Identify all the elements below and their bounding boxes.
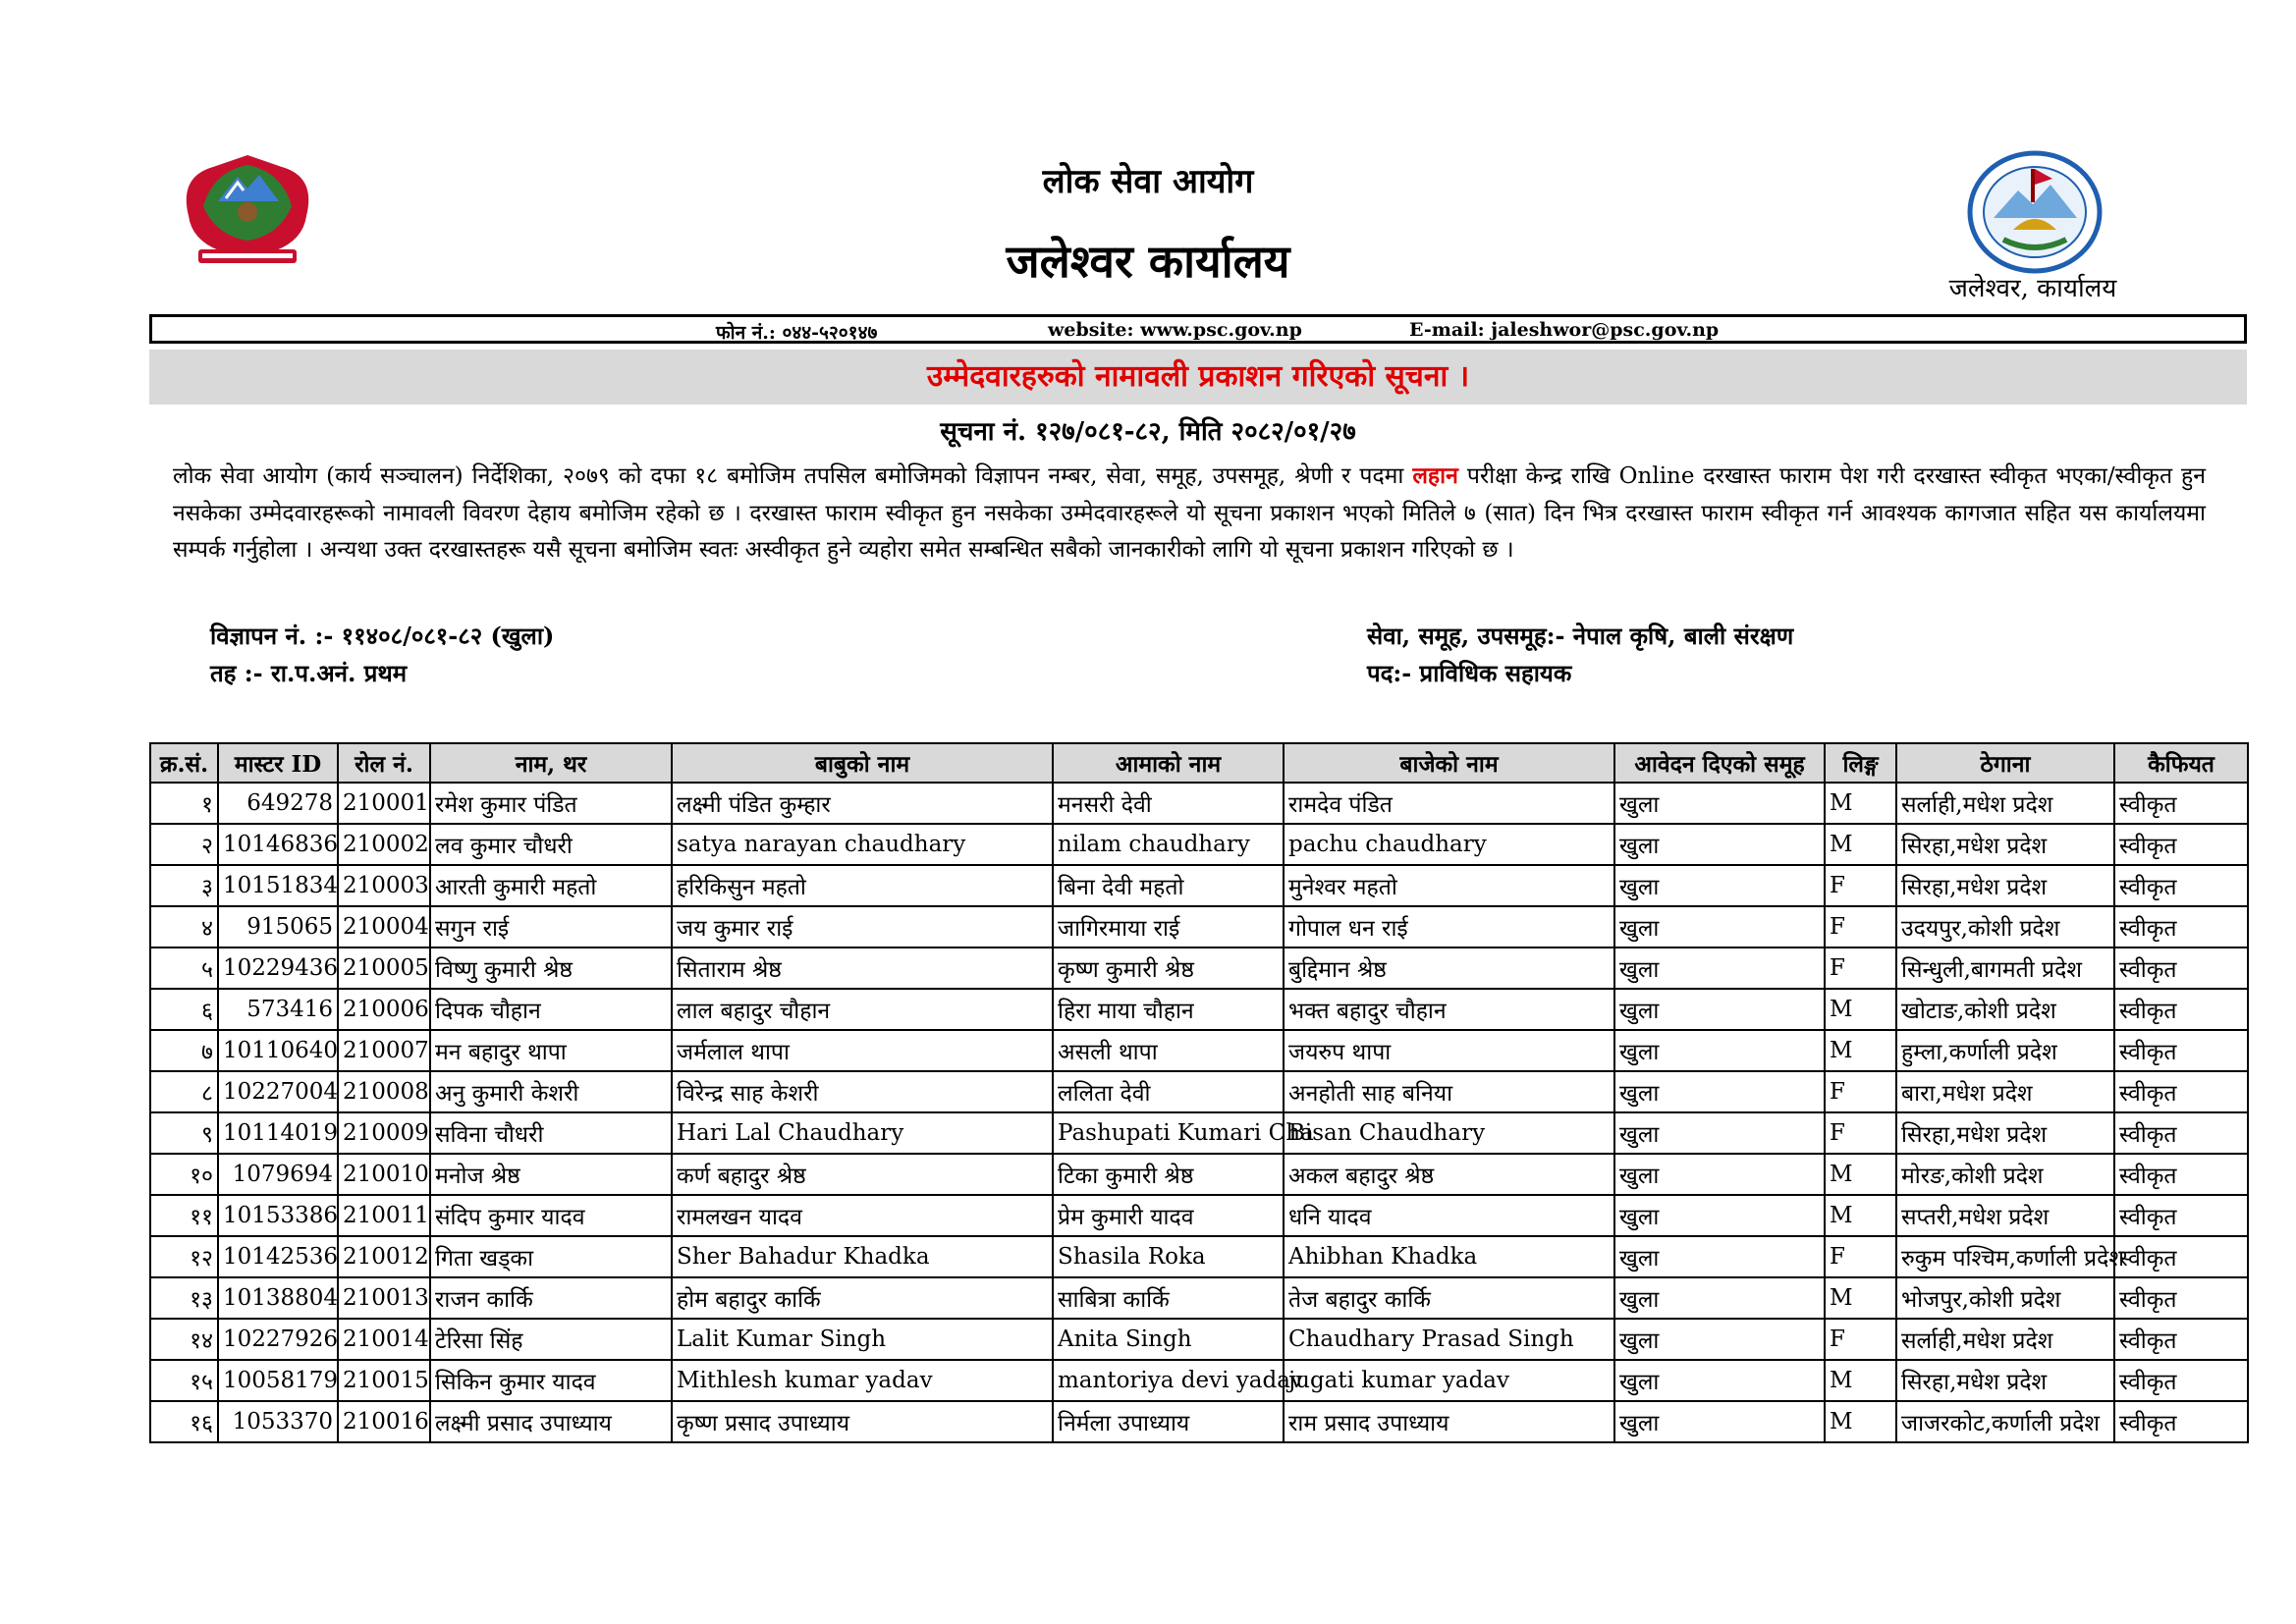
cell-col-master-id: 10114019 (218, 1112, 338, 1154)
cell-col-father-name: हरिकिसुन महतो (672, 865, 1053, 906)
table-row (150, 906, 2248, 947)
right-logo-caption: जलेश्वर, कार्यालय (1948, 274, 2117, 303)
cell-col-address: सर्लाही,मधेश प्रदेश (1896, 1319, 2114, 1360)
cell-col-serial: १ (150, 783, 218, 824)
cell-col-remarks: स्वीकृत (2114, 1319, 2248, 1360)
cell-col-mother-name: निर्मला उपाध्याय (1053, 1401, 1284, 1442)
cell-col-name: अनु कुमारी केशरी (430, 1071, 672, 1112)
cell-col-master-id: 10142536 (218, 1236, 338, 1277)
notice-title: उम्मेदवारहरुको नामावली प्रकाशन गरिएको सूचना । (149, 350, 2247, 405)
cell-col-mother-name: मनसरी देवी (1053, 783, 1284, 824)
cell-col-mother-name: टिका कुमारी श्रेष्ठ (1053, 1154, 1284, 1195)
cell-col-applied-group: खुला (1614, 1195, 1825, 1236)
cell-col-gender: F (1825, 1319, 1896, 1360)
cell-col-grandfather-name: जयरुप थापा (1284, 1030, 1614, 1071)
header-col-name: नाम, थर (430, 743, 672, 783)
cell-col-gender: F (1825, 1112, 1896, 1154)
table-row (150, 1154, 2248, 1195)
cell-col-mother-name: Pashupati Kumari Cha (1053, 1112, 1284, 1154)
cell-col-roll-no: 210012 (338, 1236, 430, 1277)
cell-col-master-id: 10229436 (218, 947, 338, 989)
cell-col-name: रमेश कुमार पंडित (430, 783, 672, 824)
candidate-table (149, 742, 2249, 1443)
cell-col-mother-name: Shasila Roka (1053, 1236, 1284, 1277)
cell-col-father-name: लक्ष्मी पंडित कुम्हार (672, 783, 1053, 824)
cell-col-grandfather-name: राम प्रसाद उपाध्याय (1284, 1401, 1614, 1442)
cell-col-roll-no: 210016 (338, 1401, 430, 1442)
cell-col-roll-no: 210011 (338, 1195, 430, 1236)
cell-col-grandfather-name: बुद्दिमान श्रेष्ठ (1284, 947, 1614, 989)
advertisement-number: विज्ञापन नं. :- ११४०८/०८१-८२ (खुला) (210, 622, 555, 650)
cell-col-name: विष्णु कुमारी श्रेष्ठ (430, 947, 672, 989)
cell-col-grandfather-name: गोपाल धन राई (1284, 906, 1614, 947)
header-col-mother-name: आमाको नाम (1053, 743, 1284, 783)
post-info: पद:- प्राविधिक सहायक (1367, 659, 1572, 687)
cell-col-address: रुकुम पश्चिम,कर्णाली प्रदेश (1896, 1236, 2114, 1277)
header-col-master-id: मास्टर ID (218, 743, 338, 783)
cell-col-grandfather-name: अनहोती साह बनिया (1284, 1071, 1614, 1112)
cell-col-grandfather-name: Chaudhary Prasad Singh (1284, 1319, 1614, 1360)
cell-col-grandfather-name: तेज बहादुर कार्कि (1284, 1277, 1614, 1319)
cell-col-serial: ११ (150, 1195, 218, 1236)
organization-name: लोक सेवा आयोग (1042, 162, 1254, 201)
header-col-applied-group: आवेदन दिएको समूह (1614, 743, 1825, 783)
cell-col-gender: M (1825, 1195, 1896, 1236)
cell-col-name: मनोज श्रेष्ठ (430, 1154, 672, 1195)
cell-col-mother-name: कृष्ण कुमारी श्रेष्ठ (1053, 947, 1284, 989)
table-row (150, 1071, 2248, 1112)
cell-col-gender: M (1825, 1030, 1896, 1071)
cell-col-applied-group: खुला (1614, 1236, 1825, 1277)
table-row (150, 824, 2248, 865)
cell-col-address: सिरहा,मधेश प्रदेश (1896, 1112, 2114, 1154)
phone-text: फोन नं.: ०४४-५२०१४७ (716, 322, 878, 344)
cell-col-remarks: स्वीकृत (2114, 824, 2248, 865)
cell-col-roll-no: 210015 (338, 1360, 430, 1401)
cell-col-roll-no: 210014 (338, 1319, 430, 1360)
cell-col-serial: १३ (150, 1277, 218, 1319)
cell-col-roll-no: 210010 (338, 1154, 430, 1195)
cell-col-remarks: स्वीकृत (2114, 783, 2248, 824)
cell-col-remarks: स्वीकृत (2114, 1277, 2248, 1319)
cell-col-father-name: विरेन्द्र साह केशरी (672, 1071, 1053, 1112)
cell-col-serial: ८ (150, 1071, 218, 1112)
table-row (150, 989, 2248, 1030)
cell-col-gender: M (1825, 1277, 1896, 1319)
cell-col-roll-no: 210007 (338, 1030, 430, 1071)
cell-col-address: सर्लाही,मधेश प्रदेश (1896, 783, 2114, 824)
cell-col-remarks: स्वीकृत (2114, 1401, 2248, 1442)
cell-col-roll-no: 210003 (338, 865, 430, 906)
cell-col-address: भोजपुर,कोशी प्रदेश (1896, 1277, 2114, 1319)
office-name: जलेश्वर कार्यालय (1006, 235, 1290, 288)
cell-col-serial: २ (150, 824, 218, 865)
table-row (150, 1195, 2248, 1236)
cell-col-roll-no: 210004 (338, 906, 430, 947)
table-row (150, 1401, 2248, 1442)
service-group-info: सेवा, समूह, उपसमूह:- नेपाल कृषि, बाली संरक्षण (1367, 622, 1794, 650)
cell-col-grandfather-name: भक्त बहादुर चौहान (1284, 989, 1614, 1030)
cell-col-master-id: 10146836 (218, 824, 338, 865)
cell-col-grandfather-name: धनि यादव (1284, 1195, 1614, 1236)
cell-col-father-name: लाल बहादुर चौहान (672, 989, 1053, 1030)
cell-col-roll-no: 210002 (338, 824, 430, 865)
cell-col-name: सिकिन कुमार यादव (430, 1360, 672, 1401)
cell-col-roll-no: 210013 (338, 1277, 430, 1319)
cell-col-applied-group: खुला (1614, 1154, 1825, 1195)
cell-col-applied-group: खुला (1614, 1360, 1825, 1401)
intro-text-after: परीक्षा केन्द्र राखि Online दरखास्त फाराम पेश गरी दरखास्त स्वीकृत भएका/स्वीकृत हुन नसकेका उम्मेदवारहरूको नामावली विवरण देहाय बमोजिम रहेको छ । दरखास्त फाराम स्वीकृत हुन नसकेका उम्मेदवारहरूले यो सूचना प्रकाशन भएको मितिले ७ (सात) दिन भित्र दरखास्त फाराम स्वीकृत गर्न आवश्यक कागजात सहित यस कार्यालयमा सम्पर्क गर्नुहोला । अन्यथा उक्त दरखास्तहरू यसै सूचना बमोजिम स्वतः अस्वीकृत हुने व्यहोरा समेत सम्बन्धित सबैको जानकारीको लागि यो सूचना प्रकाशन गरिएको छ । (173, 463, 2207, 563)
cell-col-serial: १६ (150, 1401, 218, 1442)
cell-col-serial: १५ (150, 1360, 218, 1401)
cell-col-address: सिरहा,मधेश प्रदेश (1896, 1360, 2114, 1401)
cell-col-grandfather-name: pachu chaudhary (1284, 824, 1614, 865)
cell-col-master-id: 10227004 (218, 1071, 338, 1112)
cell-col-name: सगुन राई (430, 906, 672, 947)
cell-col-serial: १४ (150, 1319, 218, 1360)
cell-col-applied-group: खुला (1614, 1319, 1825, 1360)
cell-col-serial: १२ (150, 1236, 218, 1277)
cell-col-remarks: स्वीकृत (2114, 1236, 2248, 1277)
cell-col-name: टेरिसा सिंह (430, 1319, 672, 1360)
cell-col-father-name: रामलखन यादव (672, 1195, 1053, 1236)
table-row (150, 1236, 2248, 1277)
cell-col-father-name: Lalit Kumar Singh (672, 1319, 1053, 1360)
cell-col-master-id: 1053370 (218, 1401, 338, 1442)
cell-col-father-name: होम बहादुर कार्कि (672, 1277, 1053, 1319)
cell-col-roll-no: 210008 (338, 1071, 430, 1112)
level-info: तह :- रा.प.अनं. प्रथम (210, 659, 408, 687)
cell-col-father-name: कर्ण बहादुर श्रेष्ठ (672, 1154, 1053, 1195)
cell-col-roll-no: 210001 (338, 783, 430, 824)
cell-col-gender: F (1825, 1236, 1896, 1277)
cell-col-grandfather-name: Bisan Chaudhary (1284, 1112, 1614, 1154)
cell-col-grandfather-name: अकल बहादुर श्रेष्ठ (1284, 1154, 1614, 1195)
cell-col-name: दिपक चौहान (430, 989, 672, 1030)
cell-col-gender: M (1825, 989, 1896, 1030)
cell-col-father-name: satya narayan chaudhary (672, 824, 1053, 865)
cell-col-address: हुम्ला,कर्णाली प्रदेश (1896, 1030, 2114, 1071)
cell-col-roll-no: 210009 (338, 1112, 430, 1154)
cell-col-master-id: 10138804 (218, 1277, 338, 1319)
cell-col-master-id: 915065 (218, 906, 338, 947)
cell-col-applied-group: खुला (1614, 783, 1825, 824)
notice-number: सूचना नं. १२७/०८१-८२, मिति २०८२/०१/२७ (940, 417, 1356, 447)
cell-col-remarks: स्वीकृत (2114, 947, 2248, 989)
cell-col-gender: M (1825, 1154, 1896, 1195)
cell-col-address: सिरहा,मधेश प्रदेश (1896, 865, 2114, 906)
exam-center-highlight: लहान (1412, 462, 1458, 489)
cell-col-serial: ३ (150, 865, 218, 906)
cell-col-remarks: स्वीकृत (2114, 906, 2248, 947)
cell-col-applied-group: खुला (1614, 1401, 1825, 1442)
cell-col-serial: ४ (150, 906, 218, 947)
cell-col-mother-name: बिना देवी महतो (1053, 865, 1284, 906)
cell-col-remarks: स्वीकृत (2114, 1360, 2248, 1401)
cell-col-remarks: स्वीकृत (2114, 1154, 2248, 1195)
table-row (150, 865, 2248, 906)
cell-col-gender: M (1825, 824, 1896, 865)
cell-col-roll-no: 210005 (338, 947, 430, 989)
cell-col-gender: F (1825, 947, 1896, 989)
cell-col-mother-name: nilam chaudhary (1053, 824, 1284, 865)
cell-col-serial: ७ (150, 1030, 218, 1071)
cell-col-address: बारा,मधेश प्रदेश (1896, 1071, 2114, 1112)
cell-col-address: सिरहा,मधेश प्रदेश (1896, 824, 2114, 865)
cell-col-master-id: 573416 (218, 989, 338, 1030)
header-col-father-name: बाबुको नाम (672, 743, 1053, 783)
cell-col-gender: M (1825, 1401, 1896, 1442)
cell-col-address: सप्तरी,मधेश प्रदेश (1896, 1195, 2114, 1236)
cell-col-applied-group: खुला (1614, 865, 1825, 906)
cell-col-remarks: स्वीकृत (2114, 1071, 2248, 1112)
psc-logo-icon (1964, 149, 2106, 275)
cell-col-name: मन बहादुर थापा (430, 1030, 672, 1071)
cell-col-name: राजन कार्कि (430, 1277, 672, 1319)
cell-col-serial: ६ (150, 989, 218, 1030)
cell-col-father-name: जर्मलाल थापा (672, 1030, 1053, 1071)
cell-col-master-id: 10227926 (218, 1319, 338, 1360)
cell-col-mother-name: mantoriya devi yadav (1053, 1360, 1284, 1401)
intro-text-before: लोक सेवा आयोग (कार्य सञ्चालन) निर्देशिका, २०७९ को दफा १८ बमोजिम तपसिल बमोजिमको विज्ञापन नम्बर, सेवा, समूह, उपसमूह, श्रेणी र पदमा (173, 463, 1413, 489)
header-col-serial: क्र.सं. (150, 743, 218, 783)
cell-col-applied-group: खुला (1614, 947, 1825, 989)
notice-paragraph (173, 458, 2206, 569)
email-link[interactable]: E-mail: jaleshwor@psc.gov.np (1409, 319, 1720, 341)
cell-col-master-id: 1079694 (218, 1154, 338, 1195)
contact-bar (149, 314, 2247, 344)
cell-col-father-name: Mithlesh kumar yadav (672, 1360, 1053, 1401)
header-col-remarks: कैफियत (2114, 743, 2248, 783)
cell-col-address: जाजरकोट,कर्णाली प्रदेश (1896, 1401, 2114, 1442)
header-col-grandfather-name: बाजेको नाम (1284, 743, 1614, 783)
header-col-address: ठेगाना (1896, 743, 2114, 783)
table-row (150, 947, 2248, 989)
cell-col-gender: F (1825, 1071, 1896, 1112)
cell-col-remarks: स्वीकृत (2114, 1030, 2248, 1071)
cell-col-father-name: सिताराम श्रेष्ठ (672, 947, 1053, 989)
cell-col-applied-group: खुला (1614, 906, 1825, 947)
cell-col-master-id: 10153386 (218, 1195, 338, 1236)
cell-col-applied-group: खुला (1614, 989, 1825, 1030)
table-row (150, 1319, 2248, 1360)
cell-col-name: लव कुमार चौधरी (430, 824, 672, 865)
table-row (150, 1360, 2248, 1401)
cell-col-applied-group: खुला (1614, 824, 1825, 865)
cell-col-mother-name: हिरा माया चौहान (1053, 989, 1284, 1030)
cell-col-roll-no: 210006 (338, 989, 430, 1030)
cell-col-grandfather-name: Ahibhan Khadka (1284, 1236, 1614, 1277)
cell-col-applied-group: खुला (1614, 1030, 1825, 1071)
cell-col-name: लक्ष्मी प्रसाद उपाध्याय (430, 1401, 672, 1442)
table-header-row (150, 743, 2248, 783)
cell-col-serial: १० (150, 1154, 218, 1195)
cell-col-mother-name: प्रेम कुमारी यादव (1053, 1195, 1284, 1236)
cell-col-applied-group: खुला (1614, 1112, 1825, 1154)
cell-col-remarks: स्वीकृत (2114, 1112, 2248, 1154)
cell-col-father-name: Sher Bahadur Khadka (672, 1236, 1053, 1277)
cell-col-master-id: 649278 (218, 783, 338, 824)
table-row (150, 1112, 2248, 1154)
cell-col-gender: F (1825, 906, 1896, 947)
cell-col-grandfather-name: jugati kumar yadav (1284, 1360, 1614, 1401)
cell-col-master-id: 10151834 (218, 865, 338, 906)
table-row (150, 1277, 2248, 1319)
cell-col-father-name: जय कुमार राई (672, 906, 1053, 947)
cell-col-applied-group: खुला (1614, 1277, 1825, 1319)
website-link[interactable]: website: www.psc.gov.np (1048, 319, 1302, 341)
cell-col-serial: ५ (150, 947, 218, 989)
table-body (150, 783, 2248, 1442)
cell-col-remarks: स्वीकृत (2114, 865, 2248, 906)
cell-col-address: सिन्धुली,बागमती प्रदेश (1896, 947, 2114, 989)
cell-col-mother-name: असली थापा (1053, 1030, 1284, 1071)
cell-col-master-id: 10058179 (218, 1360, 338, 1401)
cell-col-address: खोटाङ,कोशी प्रदेश (1896, 989, 2114, 1030)
cell-col-serial: ९ (150, 1112, 218, 1154)
cell-col-address: उदयपुर,कोशी प्रदेश (1896, 906, 2114, 947)
cell-col-applied-group: खुला (1614, 1071, 1825, 1112)
cell-col-master-id: 10110640 (218, 1030, 338, 1071)
header-col-gender: लिङ्ग (1825, 743, 1896, 783)
cell-col-mother-name: ललिता देवी (1053, 1071, 1284, 1112)
cell-col-remarks: स्वीकृत (2114, 1195, 2248, 1236)
cell-col-grandfather-name: रामदेव पंडित (1284, 783, 1614, 824)
cell-col-mother-name: जागिरमाया राई (1053, 906, 1284, 947)
table-row (150, 783, 2248, 824)
cell-col-gender: F (1825, 865, 1896, 906)
cell-col-grandfather-name: मुनेश्वर महतो (1284, 865, 1614, 906)
cell-col-name: आरती कुमारी महतो (430, 865, 672, 906)
cell-col-name: गिता खड्का (430, 1236, 672, 1277)
table-row (150, 1030, 2248, 1071)
cell-col-name: संदिप कुमार यादव (430, 1195, 672, 1236)
cell-col-father-name: कृष्ण प्रसाद उपाध्याय (672, 1401, 1053, 1442)
cell-col-address: मोरङ,कोशी प्रदेश (1896, 1154, 2114, 1195)
cell-col-remarks: स्वीकृत (2114, 989, 2248, 1030)
header-col-roll-no: रोल नं. (338, 743, 430, 783)
cell-col-gender: M (1825, 1360, 1896, 1401)
cell-col-father-name: Hari Lal Chaudhary (672, 1112, 1053, 1154)
cell-col-gender: M (1825, 783, 1896, 824)
cell-col-mother-name: Anita Singh (1053, 1319, 1284, 1360)
cell-col-name: सविना चौधरी (430, 1112, 672, 1154)
cell-col-mother-name: साबित्रा कार्कि (1053, 1277, 1284, 1319)
